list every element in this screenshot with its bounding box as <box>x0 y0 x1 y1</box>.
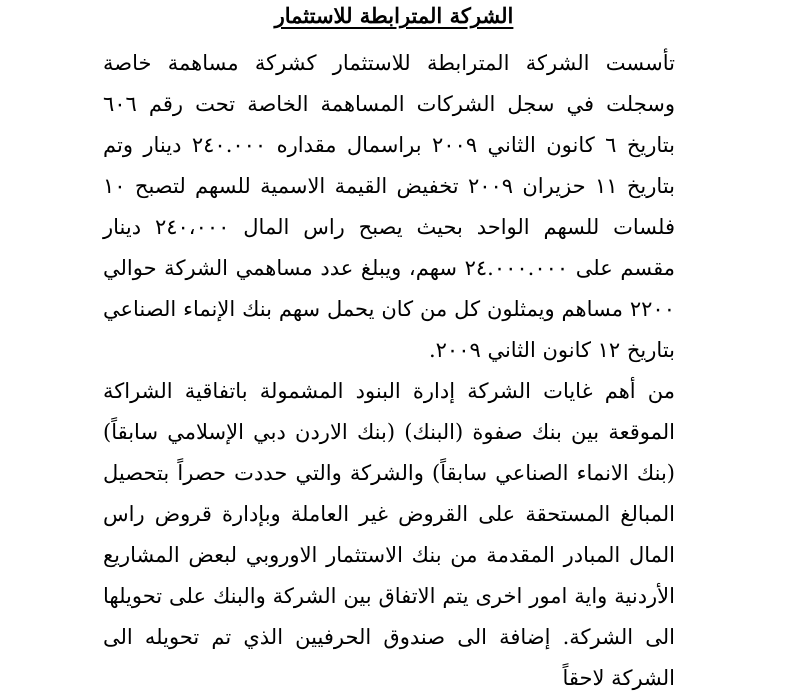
paragraph-company-objectives: من أهم غايات الشركة إدارة البنود المشمولة باتفاقية الشراكة الموقعة بين بنك صفوة (البنك) (بنك الاردن دبي الإسلامي سابقاً) (بنك الانماء الصناعي سابقاً) والشركة والتي حددت حصراً بتحصيل المبالغ المستحقة على القروض غير العاملة وبإدارة قروض راس المال المبادر المقدمة من بنك الاستثمار الاوروبي لبعض المشاريع الأردنية واية امور اخرى يتم الاتفاق بين الشركة والبنك على تحويلها الى الشركة. إضافة الى صندوق الحرفيين الذي تم تحويله الى الشركة لاحقاً <box>103 379 675 690</box>
paragraph-company-founding: تأسست الشركة المترابطة للاستثمار كشركة مساهمة خاصة وسجلت في سجل الشركات المساهمة الخاصة تحت رقم ٦٠٦ بتاريخ ٦ كانون الثاني ٢٠٠٩ براسمال مقداره ٢٤٠.٠٠٠ دينار وتم بتاريخ ١١ حزيران ٢٠٠٩ تخفيض القيمة الاسمية للسهم لتصبح ١٠ فلسات للسهم الواحد بحيث يصبح راس المال ٢٤٠،٠٠٠ دينار مقسم على ٢٤.٠٠٠.٠٠٠ سهم، ويبلغ عدد مساهمي الشركة حوالي ٢٢٠٠ مساهم ويمثلون كل من كان يحمل سهم بنك الإنماء الصناعي بتاريخ ١٢ كانون الثاني ٢٠٠٩. <box>103 51 676 362</box>
document-title: الشركة المترابطة للاستثمار <box>274 3 514 28</box>
document-body <box>103 43 675 699</box>
